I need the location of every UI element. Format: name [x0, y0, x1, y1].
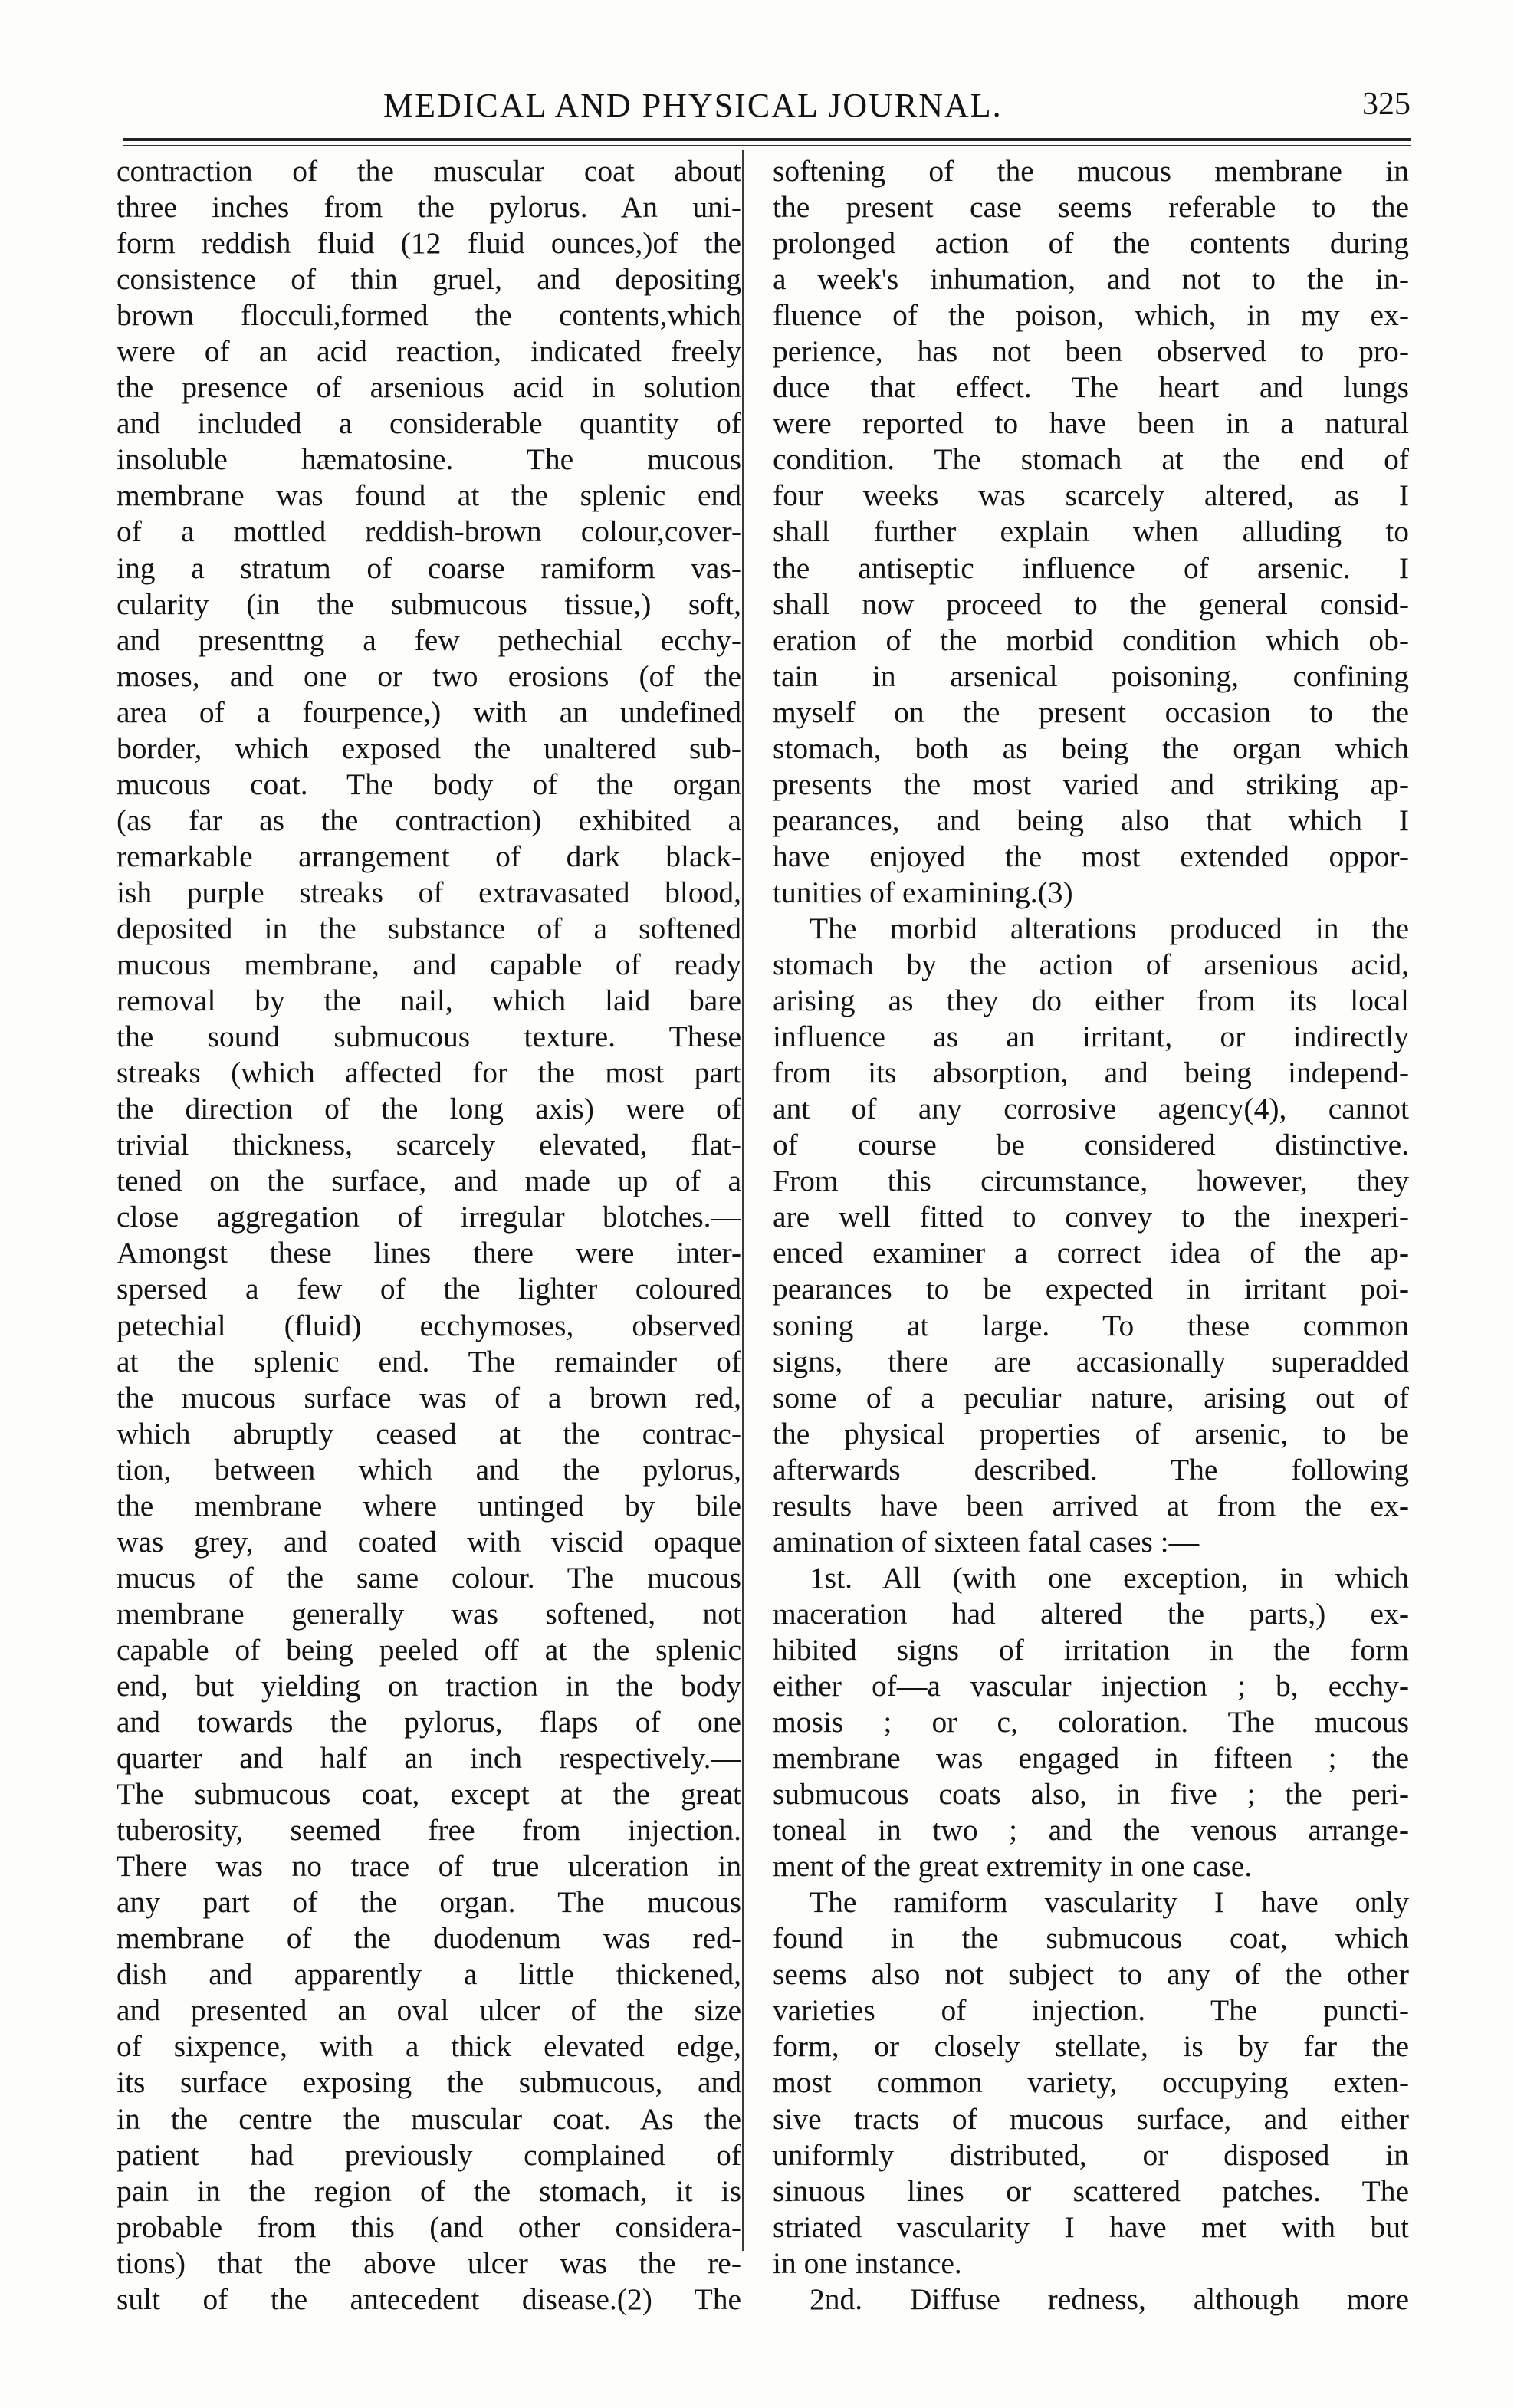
text-line: toneal in two ; and the venous arrange-: [773, 1813, 1409, 1848]
text-line: cularity (in the submucous tissue,) soft,: [117, 586, 741, 621]
text-line: tion, between which and the pylorus,: [117, 1452, 741, 1487]
text-line: ing a stratum of coarse ramiform vas-: [117, 550, 741, 585]
text-line: and presented an oval ulcer of the size: [117, 1993, 741, 2028]
text-line: the membrane where untinged by bile: [117, 1488, 741, 1523]
text-line: shall now proceed to the general consid-: [773, 586, 1409, 621]
text-line: condition. The stomach at the end of: [773, 442, 1409, 477]
text-line: maceration had altered the parts,) ex-: [773, 1596, 1409, 1631]
text-line: signs, there are accasionally superadded: [773, 1344, 1409, 1378]
text-line: area of a fourpence,) with an undefined: [117, 695, 741, 729]
header-rule-thick: [123, 138, 1411, 141]
text-line: any part of the organ. The mucous: [117, 1885, 741, 1920]
text-line: afterwards described. The following: [773, 1452, 1409, 1487]
text-line: ish purple streaks of extravasated blood,: [117, 875, 741, 909]
text-line: streaks (which affected for the most part: [117, 1056, 741, 1090]
text-line: The ramiform vascularity I have only: [810, 1885, 1409, 1920]
text-line: form, or closely stellate, is by far the: [773, 2029, 1409, 2064]
header-rule-thin: [123, 145, 1411, 146]
right-column: [773, 153, 1409, 2318]
text-line: The morbid alterations produced in the: [810, 911, 1409, 945]
text-line: end, but yielding on traction in the body: [117, 1668, 741, 1703]
text-line: tunities of examining.(3): [773, 875, 1073, 909]
text-line: removal by the nail, which laid bare: [117, 984, 741, 1018]
text-line: the present case seems referable to the: [773, 190, 1409, 225]
running-header: [115, 80, 1411, 133]
text-line: hibited signs of irritation in the form: [773, 1632, 1409, 1667]
text-line: pearances to be expected in irritant poi-: [773, 1272, 1409, 1306]
text-line: pain in the region of the stomach, it is: [117, 2173, 741, 2208]
text-line: four weeks was scarcely altered, as I: [773, 478, 1409, 513]
text-line: have enjoyed the most extended oppor-: [773, 839, 1409, 873]
text-line: were reported to have been in a natural: [773, 406, 1409, 441]
text-line: sult of the antecedent disease.(2) The: [117, 2282, 741, 2316]
text-line: There was no trace of true ulceration in: [117, 1849, 741, 1884]
text-line: brown flocculi,formed the contents,which: [117, 298, 741, 333]
text-line: were of an acid reaction, indicated freely: [117, 334, 741, 369]
text-line: spersed a few of the lighter coloured: [117, 1272, 741, 1306]
text-line: membrane of the duodenum was red-: [117, 1921, 741, 1956]
text-line: mucous membrane, and capable of ready: [117, 948, 741, 982]
text-line: arising as they do either from its local: [773, 984, 1409, 1018]
text-line: the physical properties of arsenic, to be: [773, 1416, 1409, 1450]
text-line: myself on the present occasion to the: [773, 695, 1409, 729]
text-line: seems also not subject to any of the other: [773, 1957, 1409, 1992]
text-line: mucus of the same colour. The mucous: [117, 1560, 741, 1595]
text-line: at the splenic end. The remainder of: [117, 1344, 741, 1378]
text-line: sinuous lines or scattered patches. The: [773, 2173, 1409, 2208]
text-line: either of—a vascular injection ; b, ecchy-: [773, 1668, 1409, 1703]
text-line: some of a peculiar nature, arising out of: [773, 1380, 1409, 1414]
text-line: and included a considerable quantity of: [117, 406, 741, 441]
text-line: of a mottled reddish-brown colour,cover-: [117, 514, 741, 549]
text-line: softening of the mucous membrane in: [773, 154, 1409, 188]
text-line: presents the most varied and striking ap-: [773, 767, 1409, 801]
text-line: quarter and half an inch respectively.—: [117, 1741, 741, 1776]
text-line: close aggregation of irregular blotches.—: [117, 1200, 741, 1234]
text-line: Amongst these lines there were inter-: [117, 1236, 741, 1270]
text-line: mucous coat. The body of the organ: [117, 767, 741, 801]
text-line: trivial thickness, scarcely elevated, flat-: [117, 1128, 741, 1162]
text-line: three inches from the pylorus. An uni-: [117, 190, 741, 225]
text-line: found in the submucous coat, which: [773, 1921, 1409, 1956]
text-line: the sound submucous texture. These: [117, 1020, 741, 1054]
text-line: duce that effect. The heart and lungs: [773, 370, 1409, 405]
text-line: petechial (fluid) ecchymoses, observed: [117, 1308, 741, 1342]
text-line: varieties of injection. The puncti-: [773, 1993, 1409, 2028]
text-line: pearances, and being also that which I: [773, 803, 1409, 837]
text-line: border, which exposed the unaltered sub-: [117, 731, 741, 765]
text-line: its surface exposing the submucous, and: [117, 2065, 741, 2100]
text-line: influence as an irritant, or indirectly: [773, 1020, 1409, 1054]
text-line: eration of the morbid condition which ob-: [773, 623, 1409, 657]
text-line: the mucous surface was of a brown red,: [117, 1380, 741, 1414]
text-line: tened on the surface, and made up of a: [117, 1164, 741, 1198]
text-line: most common variety, occupying exten-: [773, 2065, 1409, 2100]
text-line: tions) that the above ulcer was the re-: [117, 2245, 741, 2280]
text-line: contraction of the muscular coat about: [117, 154, 741, 188]
text-line: membrane was engaged in fifteen ; the: [773, 1741, 1409, 1776]
text-line: membrane was found at the splenic end: [117, 478, 741, 513]
text-line: shall further explain when alluding to: [773, 514, 1409, 549]
text-line: mosis ; or c, coloration. The mucous: [773, 1705, 1409, 1739]
text-line: in the centre the muscular coat. As the: [117, 2101, 741, 2136]
text-line: stomach, both as being the organ which: [773, 731, 1409, 765]
text-line: of course be considered distinctive.: [773, 1128, 1409, 1162]
text-line: soning at large. To these common: [773, 1308, 1409, 1342]
text-line: tuberosity, seemed free from injection.: [117, 1813, 741, 1848]
text-line: form reddish fluid (12 fluid ounces,)of the: [117, 226, 741, 261]
text-line: of sixpence, with a thick elevated edge,: [117, 2029, 741, 2064]
text-line: 2nd. Diffuse redness, although more: [810, 2282, 1409, 2316]
text-line: membrane generally was softened, not: [117, 1596, 741, 1631]
text-line: the direction of the long axis) were of: [117, 1092, 741, 1126]
text-line: deposited in the substance of a softened: [117, 911, 741, 945]
running-title: MEDICAL AND PHYSICAL JOURNAL.: [383, 87, 1003, 124]
text-line: the antiseptic influence of arsenic. I: [773, 550, 1409, 585]
text-line: probable from this (and other considera-: [117, 2209, 741, 2244]
text-line: enced examiner a correct idea of the ap-: [773, 1236, 1409, 1270]
text-line: the presence of arsenious acid in solution: [117, 370, 741, 405]
text-line: a week's inhumation, and not to the in-: [773, 262, 1409, 297]
text-line: capable of being peeled off at the splenic: [117, 1632, 741, 1667]
text-line: ment of the great extremity in one case.: [773, 1849, 1253, 1884]
text-line: From this circumstance, however, they: [773, 1164, 1409, 1198]
text-line: results have been arrived at from the ex-: [773, 1488, 1409, 1523]
text-line: are well fitted to convey to the inexperi-: [773, 1200, 1409, 1234]
column-divider: [742, 150, 744, 2251]
left-column: [117, 153, 741, 2318]
text-line: insoluble hæmatosine. The mucous: [117, 442, 741, 477]
text-line: and presenttng a few pethechial ecchy-: [117, 623, 741, 657]
text-line: consistence of thin gruel, and depositing: [117, 262, 741, 297]
text-line: tain in arsenical poisoning, confining: [773, 659, 1409, 693]
text-line: submucous coats also, in five ; the peri-: [773, 1777, 1409, 1812]
text-line: fluence of the poison, which, in my ex-: [773, 298, 1409, 333]
text-line: striated vascularity I have met with but: [773, 2209, 1409, 2244]
text-line: ant of any corrosive agency(4), cannot: [773, 1092, 1409, 1126]
text-line: amination of sixteen fatal cases :—: [773, 1524, 1200, 1559]
text-line: perience, has not been observed to pro-: [773, 334, 1409, 369]
text-line: moses, and one or two erosions (of the: [117, 659, 741, 693]
text-line: remarkable arrangement of dark black-: [117, 839, 741, 873]
text-line: stomach by the action of arsenious acid,: [773, 948, 1409, 982]
text-line: uniformly distributed, or disposed in: [773, 2137, 1409, 2172]
text-line: and towards the pylorus, flaps of one: [117, 1705, 741, 1739]
page-number: 325: [1362, 87, 1411, 122]
text-line: in one instance.: [773, 2245, 962, 2280]
text-line: prolonged action of the contents during: [773, 226, 1409, 261]
text-line: The submucous coat, except at the great: [117, 1777, 741, 1812]
text-line: (as far as the contraction) exhibited a: [117, 803, 741, 837]
text-line: from its absorption, and being independ-: [773, 1056, 1409, 1090]
text-line: 1st. All (with one exception, in which: [810, 1560, 1409, 1595]
text-line: dish and apparently a little thickened,: [117, 1957, 741, 1992]
text-line: which abruptly ceased at the contrac-: [117, 1416, 741, 1450]
text-line: was grey, and coated with viscid opaque: [117, 1524, 741, 1559]
text-line: patient had previously complained of: [117, 2137, 741, 2172]
text-line: sive tracts of mucous surface, and either: [773, 2101, 1409, 2136]
